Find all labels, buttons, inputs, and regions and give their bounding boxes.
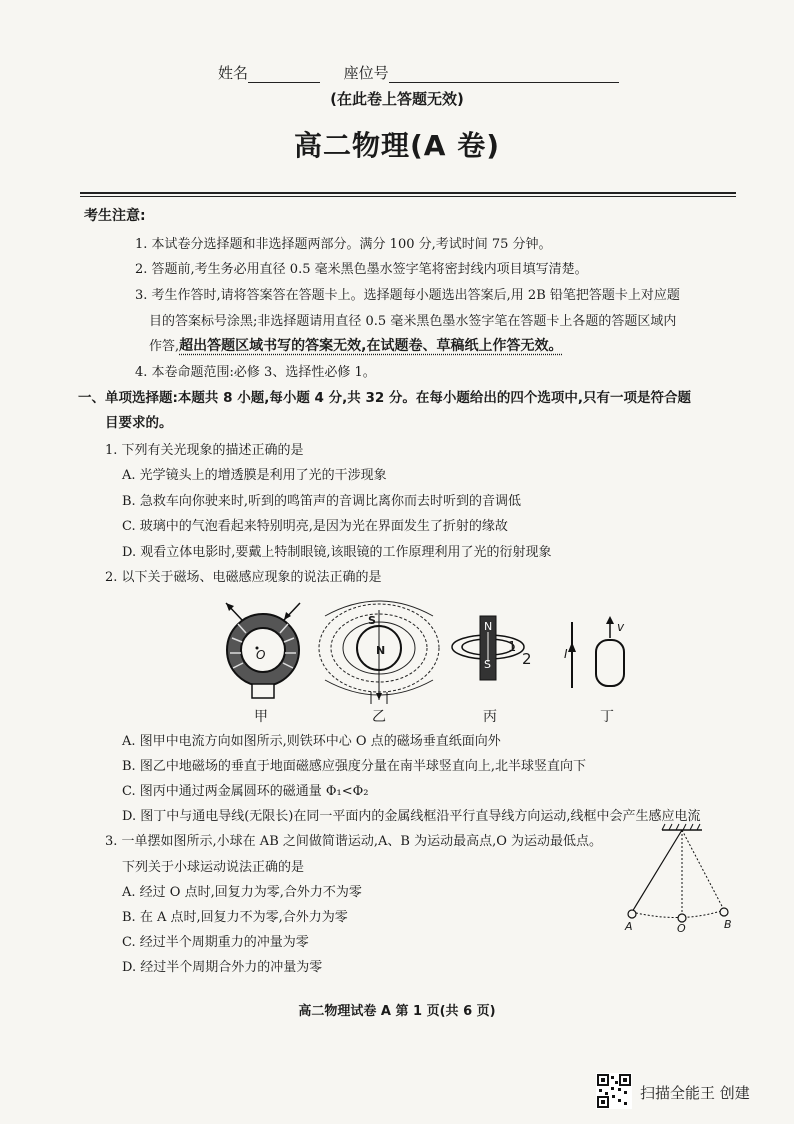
header-rule-thick [80, 192, 736, 194]
qr-code-icon [596, 1073, 632, 1109]
q3-option-a: A. 经过 O 点时,回复力为零,合外力不为零 [122, 885, 362, 900]
q2-option-b: B. 图乙中地磁场的垂直于地面磁感应强度分量在南半球竖直向上,北半球竖直向下 [122, 759, 586, 774]
q3-option-b: B. 在 A 点时,回复力不为零,合外力为零 [122, 910, 348, 925]
scanner-watermark: 扫描全能王 创建 [640, 1084, 750, 1102]
fig-ding-v: v [617, 620, 625, 634]
q3-option-d: D. 经过半个周期合外力的冲量为零 [122, 960, 323, 975]
fig-yi-s: S [368, 614, 376, 627]
notice-title: 考生注意: [84, 208, 146, 224]
figure-pendulum [620, 824, 750, 932]
q3-option-c: C. 经过半个周期重力的冲量为零 [122, 935, 309, 950]
fig-bing-n: N [484, 620, 493, 633]
figure-label-yi: 乙 [372, 709, 386, 725]
question-2-stem: 2. 以下关于磁场、电磁感应现象的说法正确的是 [105, 570, 382, 585]
notice-emphasis: 超出答题区域书写的答案无效,在试题卷、草稿纸上作答无效。 [179, 338, 563, 354]
fig-bing-2: 2 [522, 650, 532, 668]
figure-label-ding: 丁 [600, 709, 614, 725]
fig-jia-o: O [256, 648, 266, 662]
figure-bing-magnet-rings [450, 612, 538, 682]
fig-bing-1: 1 [508, 640, 517, 655]
notice-item: 3. 考生作答时,请将答案答在答题卡上。选择题每小题选出答案后,用 2B 铅笔把答题卡上对应题 [135, 288, 680, 303]
header-rule-thin [80, 196, 736, 197]
fig-yi-n: N [376, 644, 386, 657]
q1-option-a: A. 光学镜头上的增透膜是利用了光的干涉现象 [122, 468, 387, 483]
pendulum-label-o: O [677, 922, 686, 935]
figure-label-jia: 甲 [254, 709, 268, 725]
fig-bing-s: S [484, 658, 491, 671]
pendulum-label-a: A [625, 920, 633, 933]
notice-item: 目的答案标号涂黑;非选择题请用直径 0.5 毫米黑色墨水签字笔在答题卡上各题的答题区域内 [149, 314, 677, 329]
notice-item-emphasis-line [149, 335, 562, 355]
fig-ding-i: I [564, 647, 568, 661]
seat-blank [389, 66, 619, 83]
notice-item: 1. 本试卷分选择题和非选择题两部分。满分 100 分,考试时间 75 分钟。 [135, 237, 552, 252]
q2-option-d: D. 图丁中与通电导线(无限长)在同一平面内的金属线框沿平行直导线方向运动,线框中会产生感应电流 [122, 809, 701, 824]
name-blank [248, 66, 320, 83]
q1-option-b: B. 急救车向你驶来时,听到的鸣笛声的音调比离你而去时听到的音调低 [122, 494, 521, 509]
invalid-note: (在此卷上答题无效) [330, 90, 464, 108]
q1-option-d: D. 观看立体电影时,要戴上特制眼镜,该眼镜的工作原理利用了光的衍射现象 [122, 545, 552, 560]
q2-option-c: C. 图丙中通过两金属圆环的磁通量 Φ₁<Φ₂ [122, 784, 369, 799]
seat-label: 座位号 [343, 64, 389, 82]
question-3-stem: 3. 一单摆如图所示,小球在 AB 之间做简谐运动,A、B 为运动最高点,O 为运动最低点。 [105, 834, 603, 849]
notice-item: 2. 答题前,考生务必用直径 0.5 毫米黑色墨水签字笔将密封线内项目填写清楚。 [135, 262, 588, 277]
notice-item: 作答, [149, 339, 180, 354]
notice-item: 4. 本卷命题范围:必修 3、选择性必修 1。 [135, 365, 376, 380]
question-1-stem: 1. 下列有关光现象的描述正确的是 [105, 443, 304, 458]
question-3-sub: 下列关于小球运动说法正确的是 [122, 860, 305, 875]
name-label: 姓名 [218, 64, 249, 82]
figure-label-bing: 丙 [483, 709, 497, 725]
q2-option-a: A. 图甲中电流方向如图所示,则铁环中心 O 点的磁场垂直纸面向外 [122, 734, 501, 749]
q1-option-c: C. 玻璃中的气泡看起来特别明亮,是因为光在界面发生了折射的缘故 [122, 519, 508, 534]
page-title: 高二物理(A 卷) [293, 129, 500, 162]
section-heading-cont: 目要求的。 [105, 415, 173, 431]
name-seat-row [218, 62, 619, 83]
pendulum-label-b: B [724, 918, 732, 931]
section-heading: 一、单项选择题:本题共 8 小题,每小题 4 分,共 32 分。在每小题给出的四个选项中,只有一项是符合题 [78, 390, 692, 406]
page-footer: 高二物理试卷 A 第 1 页(共 6 页) [298, 1004, 496, 1019]
